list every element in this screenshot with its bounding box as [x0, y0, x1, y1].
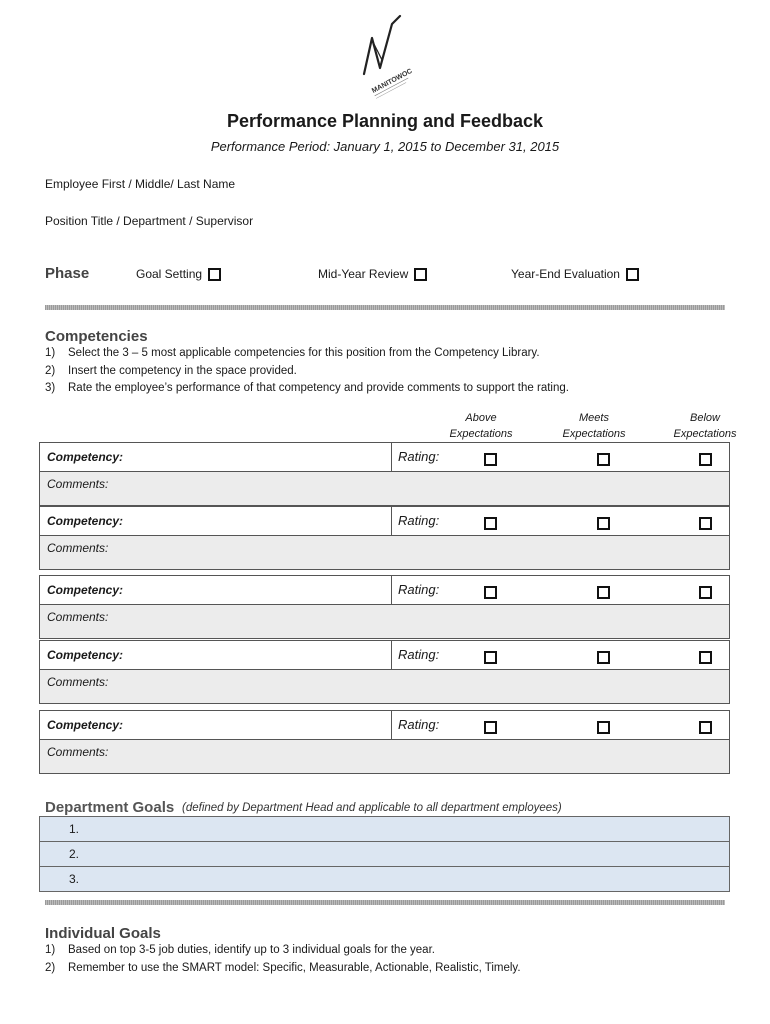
logo-wordmark: MANITOWOC: [370, 67, 414, 95]
meets-expectations-checkbox[interactable]: [597, 586, 610, 599]
competency-input-row[interactable]: [40, 443, 729, 472]
rating-label: Rating:: [398, 582, 440, 597]
competencies-heading: Competencies: [45, 328, 148, 345]
phase-option-label: Mid-Year Review: [318, 267, 409, 281]
competency-input-row[interactable]: [40, 507, 729, 536]
below-expectations-checkbox[interactable]: [699, 721, 712, 734]
comments-label: Comments:: [47, 745, 109, 759]
above-expectations-checkbox[interactable]: [484, 517, 497, 530]
phase-option-goal-setting[interactable]: [136, 267, 221, 281]
above-expectations-checkbox[interactable]: [484, 651, 497, 664]
phase-option-label: Year-End Evaluation: [511, 267, 620, 281]
comments-field[interactable]: [40, 605, 729, 638]
department-goal-row[interactable]: 3.: [40, 867, 729, 891]
competency-input-row[interactable]: [40, 576, 729, 605]
department-goal-row[interactable]: 1.: [40, 817, 729, 842]
phase-option-mid-year[interactable]: [318, 267, 427, 281]
competency-label: Competency:: [47, 648, 124, 662]
phase-label: Phase: [45, 265, 90, 282]
meets-expectations-checkbox[interactable]: [597, 721, 610, 734]
comments-label: Comments:: [47, 610, 109, 624]
comments-field[interactable]: [40, 536, 729, 569]
department-goals-heading: Department Goals: [45, 799, 175, 816]
position-field[interactable]: Position Title / Department / Supervisor: [45, 214, 254, 228]
comments-label: Comments:: [47, 477, 109, 491]
competency-row: [39, 442, 730, 506]
competency-label: Competency:: [47, 583, 124, 597]
below-expectations-checkbox[interactable]: [699, 453, 712, 466]
competency-row: [39, 640, 730, 704]
year-end-evaluation-checkbox[interactable]: [626, 268, 639, 281]
company-logo: [352, 10, 422, 102]
meets-expectations-checkbox[interactable]: [597, 651, 610, 664]
phase-option-year-end[interactable]: [511, 267, 639, 281]
above-expectations-checkbox[interactable]: [484, 586, 497, 599]
competency-row: [39, 710, 730, 774]
competency-label: Competency:: [47, 450, 124, 464]
competency-row: [39, 506, 730, 570]
department-goal-row[interactable]: 2.: [40, 842, 729, 867]
competency-row: [39, 575, 730, 639]
phase-option-label: Goal Setting: [136, 267, 203, 281]
employee-name-field[interactable]: Employee First / Middle/ Last Name: [45, 177, 236, 191]
meets-expectations-checkbox[interactable]: [597, 517, 610, 530]
competency-input-row[interactable]: [40, 711, 729, 740]
column-header-meets: Meets Expectations: [562, 412, 626, 440]
above-expectations-checkbox[interactable]: [484, 721, 497, 734]
individual-goals-heading: Individual Goals: [45, 925, 161, 942]
list-item: 1) Based on top 3-5 job duties, identify up to 3 individual goals for the year.: [45, 944, 435, 956]
department-goals-table: [39, 816, 730, 892]
above-expectations-checkbox[interactable]: [484, 453, 497, 466]
list-item: 2) Insert the competency in the space provided.: [45, 364, 297, 377]
department-goals-note: (defined by Department Head and applicable to all department employees): [182, 802, 562, 814]
competency-label: Competency:: [47, 514, 124, 528]
comments-field[interactable]: [40, 472, 729, 505]
comments-label: Comments:: [47, 675, 109, 689]
below-expectations-checkbox[interactable]: [699, 517, 712, 530]
list-item: 3) Rate the employee’s performance of that competency and provide comments to support the rating.: [45, 382, 569, 394]
rating-cell-divider: [391, 507, 392, 535]
competency-input-row[interactable]: [40, 641, 729, 670]
rating-cell-divider: [391, 443, 392, 471]
performance-period: Performance Period: January 1, 2015 to December 31, 2015: [210, 139, 560, 154]
page-title: Performance Planning and Feedback: [226, 111, 544, 131]
rating-label: Rating:: [398, 449, 440, 464]
rating-label: Rating:: [398, 513, 440, 528]
rating-label: Rating:: [398, 717, 440, 732]
rating-cell-divider: [391, 641, 392, 669]
below-expectations-checkbox[interactable]: [699, 651, 712, 664]
goal-setting-checkbox[interactable]: [208, 268, 221, 281]
rating-cell-divider: [391, 576, 392, 604]
meets-expectations-checkbox[interactable]: [597, 453, 610, 466]
column-header-above: Above Expectations: [449, 412, 513, 440]
list-item: 1) Select the 3 – 5 most applicable competencies for this position from the Competency Library.: [45, 347, 540, 359]
rating-label: Rating:: [398, 647, 440, 662]
below-expectations-checkbox[interactable]: [699, 586, 712, 599]
list-item: 2) Remember to use the SMART model: Specific, Measurable, Actionable, Realistic, Timely.: [45, 961, 521, 974]
competency-label: Competency:: [47, 718, 124, 732]
section-divider: [45, 305, 725, 310]
rating-cell-divider: [391, 711, 392, 739]
individual-goals-instructions: [45, 942, 521, 977]
competency-instructions: [45, 345, 569, 398]
mid-year-review-checkbox[interactable]: [414, 268, 427, 281]
comments-label: Comments:: [47, 541, 109, 555]
section-divider: [45, 900, 725, 905]
column-header-below: Below Expectations: [673, 412, 737, 440]
comments-field[interactable]: [40, 670, 729, 703]
comments-field[interactable]: [40, 740, 729, 773]
